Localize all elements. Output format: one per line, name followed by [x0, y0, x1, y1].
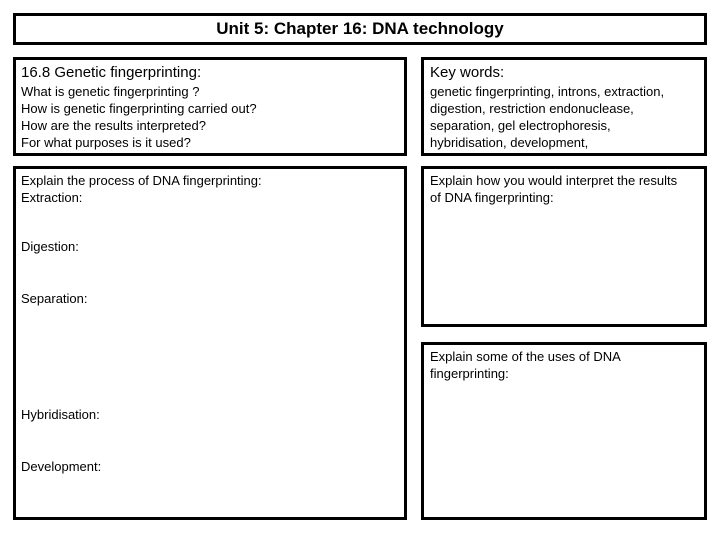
step-development: Development:	[21, 459, 102, 474]
interpret-line-1: Explain how you would interpret the results	[430, 173, 678, 188]
page-title-box	[13, 13, 707, 45]
keywords-line-3: separation, gel electrophoresis,	[430, 118, 611, 133]
keywords-line-4: hybridisation, development,	[430, 135, 589, 150]
question-4: For what purposes is it used?	[21, 135, 191, 150]
interpret-line-2: of DNA fingerprinting:	[430, 190, 554, 205]
page-title: Unit 5: Chapter 16: DNA technology	[216, 19, 504, 38]
section-heading: 16.8 Genetic fingerprinting:	[21, 64, 202, 81]
uses-line-2: fingerprinting:	[430, 366, 509, 381]
keywords-line-2: digestion, restriction endonuclease,	[430, 101, 634, 116]
question-3: How are the results interpreted?	[21, 118, 206, 133]
question-1: What is genetic fingerprinting ?	[21, 84, 200, 99]
process-prompt: Explain the process of DNA fingerprinting:	[21, 173, 262, 188]
keywords-heading: Key words:	[430, 64, 505, 81]
step-hybridisation: Hybridisation:	[21, 407, 100, 422]
keywords-line-1: genetic fingerprinting, introns, extraction,	[430, 84, 665, 99]
step-digestion: Digestion:	[21, 239, 79, 254]
uses-line-1: Explain some of the uses of DNA	[430, 349, 621, 364]
step-extraction: Extraction:	[21, 190, 83, 205]
step-separation: Separation:	[21, 291, 88, 306]
question-2: How is genetic fingerprinting carried out?	[21, 101, 257, 116]
